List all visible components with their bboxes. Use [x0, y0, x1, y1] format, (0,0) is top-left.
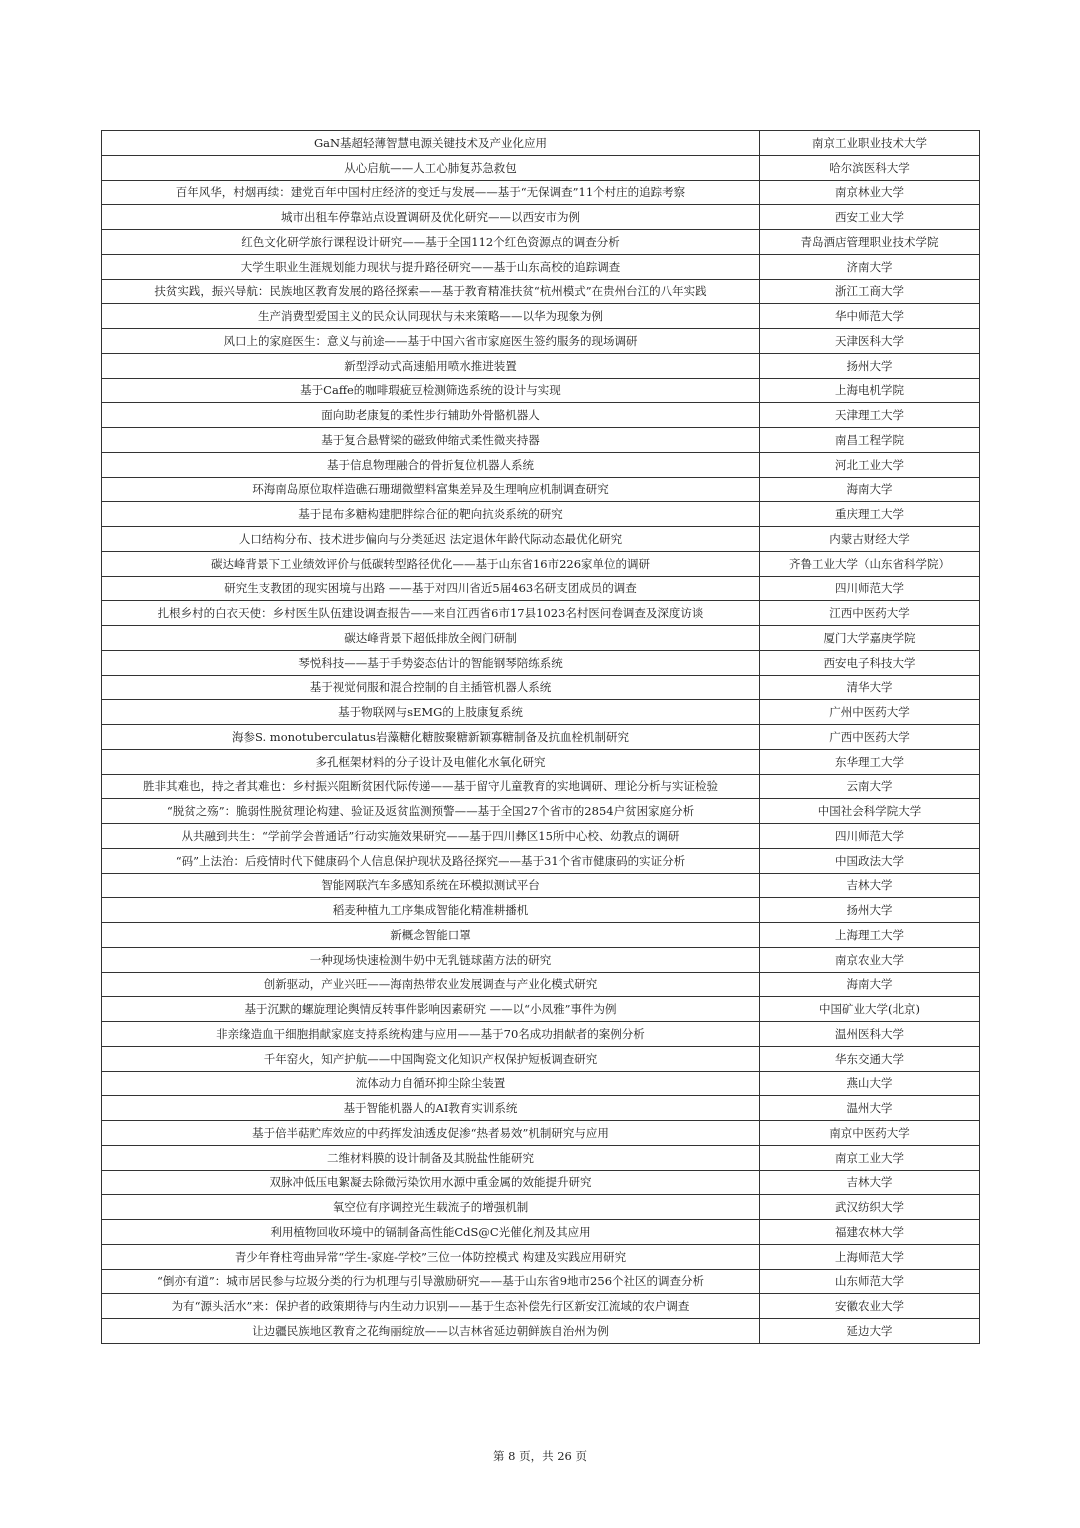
school-name-cell: 内蒙古财经大学: [760, 527, 980, 552]
school-name-cell: 海南大学: [760, 477, 980, 502]
project-title-cell: 人口结构分布、技术进步偏向与分类延迟 法定退休年龄代际动态最优化研究: [102, 527, 760, 552]
table-row: [102, 1170, 980, 1195]
school-name-cell: 西安工业大学: [760, 205, 980, 230]
project-title-cell: 碳达峰背景下工业绩效评价与低碳转型路径优化——基于山东省16市226家单位的调研: [102, 551, 760, 576]
school-name-cell: 中国社会科学院大学: [760, 799, 980, 824]
table-row: [102, 601, 980, 626]
school-name-cell: 吉林大学: [760, 873, 980, 898]
project-title-cell: 流体动力自循环抑尘除尘装置: [102, 1071, 760, 1096]
project-title-cell: 让边疆民族地区教育之花绚丽绽放——以吉林省延边朝鲜族自治州为例: [102, 1319, 760, 1344]
school-name-cell: 重庆理工大学: [760, 502, 980, 527]
project-title-cell: 从心启航——人工心肺复苏急救包: [102, 155, 760, 180]
project-title-cell: 非亲缘造血干细胞捐献家庭支持系统构建与应用——基于70名成功捐献者的案例分析: [102, 1022, 760, 1047]
school-name-cell: 南京林业大学: [760, 180, 980, 205]
project-title-cell: 从共融到共生：“学前学会普通话”行动实施效果研究——基于四川彝区15所中心校、幼教点的调研: [102, 824, 760, 849]
school-name-cell: 南京工业职业技术大学: [760, 131, 980, 156]
project-title-cell: “码”上法治：后疫情时代下健康码个人信息保护现状及路径探究——基于31个省市健康码的实证分析: [102, 848, 760, 873]
table-row: [102, 1096, 980, 1121]
project-title-cell: 基于昆布多糖构建肥胖综合征的靶向抗炎系统的研究: [102, 502, 760, 527]
table-row: [102, 700, 980, 725]
school-name-cell: 南京工业大学: [760, 1145, 980, 1170]
table-row: [102, 749, 980, 774]
project-title-cell: 创新驱动，产业兴旺——海南热带农业发展调查与产业化模式研究: [102, 972, 760, 997]
table-row: [102, 279, 980, 304]
table-row: [102, 502, 980, 527]
project-title-cell: 海参S. monotuberculatus岩藻糖化糖胺聚糖新颖寡糖制备及抗血栓机制研究: [102, 725, 760, 750]
project-title-cell: 多孔框架材料的分子设计及电催化水氧化研究: [102, 749, 760, 774]
table-row: [102, 626, 980, 651]
project-title-cell: 生产消费型爱国主义的民众认同现状与未来策略——以华为现象为例: [102, 304, 760, 329]
project-title-cell: 氧空位有序调控光生载流子的增强机制: [102, 1195, 760, 1220]
project-title-cell: 碳达峰背景下超低排放全阀门研制: [102, 626, 760, 651]
table-row: [102, 1220, 980, 1245]
school-name-cell: 中国矿业大学(北京): [760, 997, 980, 1022]
project-title-cell: 面向助老康复的柔性步行辅助外骨骼机器人: [102, 403, 760, 428]
project-title-cell: 为有“源头活水”来：保护者的政策期待与内生动力识别——基于生态补偿先行区新安江流域的农户调查: [102, 1294, 760, 1319]
table-row: [102, 1071, 980, 1096]
table-row: [102, 353, 980, 378]
project-title-cell: 一种现场快速检测牛奶中无乳链球菌方法的研究: [102, 947, 760, 972]
project-title-cell: 研究生支教团的现实困境与出路 ——基于对四川省近5届463名研支团成员的调查: [102, 576, 760, 601]
school-name-cell: 齐鲁工业大学（山东省科学院）: [760, 551, 980, 576]
table-row: [102, 155, 980, 180]
school-name-cell: 厦门大学嘉庚学院: [760, 626, 980, 651]
table-row: [102, 576, 980, 601]
school-name-cell: 浙江工商大学: [760, 279, 980, 304]
school-name-cell: 四川师范大学: [760, 824, 980, 849]
project-title-cell: 基于复合悬臂梁的磁致伸缩式柔性微夹持器: [102, 428, 760, 453]
school-name-cell: 武汉纺织大学: [760, 1195, 980, 1220]
project-title-cell: 红色文化研学旅行课程设计研究——基于全国112个红色资源点的调查分析: [102, 230, 760, 255]
school-name-cell: 清华大学: [760, 675, 980, 700]
project-title-cell: “脱贫之殇”：脆弱性脱贫理论构建、验证及返贫监测预警——基于全国27个省市的2854户贫困家庭分析: [102, 799, 760, 824]
school-name-cell: 河北工业大学: [760, 452, 980, 477]
table-row: [102, 1195, 980, 1220]
table-row: [102, 1145, 980, 1170]
project-title-cell: 基于信息物理融合的骨折复位机器人系统: [102, 452, 760, 477]
table-row: [102, 923, 980, 948]
project-table: [101, 130, 980, 1344]
school-name-cell: 东华理工大学: [760, 749, 980, 774]
project-title-cell: GaN基超轻薄智慧电源关键技术及产业化应用: [102, 131, 760, 156]
school-name-cell: 上海师范大学: [760, 1244, 980, 1269]
school-name-cell: 广西中医药大学: [760, 725, 980, 750]
school-name-cell: 扬州大学: [760, 353, 980, 378]
table-row: [102, 675, 980, 700]
table-row: [102, 1244, 980, 1269]
project-title-cell: 风口上的家庭医生：意义与前途——基于中国六省市家庭医生签约服务的现场调研: [102, 329, 760, 354]
project-title-cell: 扎根乡村的白衣天使：乡村医生队伍建设调查报告——来自江西省6市17县1023名村医问卷调查及深度访谈: [102, 601, 760, 626]
project-title-cell: 扶贫实践，振兴导航：民族地区教育发展的路径探索——基于教育精准扶贫“杭州模式”在贵州台江的八年实践: [102, 279, 760, 304]
project-table-body: [102, 131, 980, 1344]
project-title-cell: 双脉冲低压电絮凝去除微污染饮用水源中重金属的效能提升研究: [102, 1170, 760, 1195]
school-name-cell: 西安电子科技大学: [760, 650, 980, 675]
school-name-cell: 福建农林大学: [760, 1220, 980, 1245]
school-name-cell: 燕山大学: [760, 1071, 980, 1096]
project-title-cell: 基于智能机器人的AI教育实训系统: [102, 1096, 760, 1121]
project-title-cell: 稻麦种植九工序集成智能化精准耕播机: [102, 898, 760, 923]
project-title-cell: 新概念智能口罩: [102, 923, 760, 948]
table-row: [102, 997, 980, 1022]
table-row: [102, 403, 980, 428]
project-title-cell: 基于物联网与sEMG的上肢康复系统: [102, 700, 760, 725]
table-row: [102, 947, 980, 972]
project-title-cell: 基于Caffe的咖啡瑕疵豆检测筛选系统的设计与实现: [102, 378, 760, 403]
table-row: [102, 774, 980, 799]
school-name-cell: 扬州大学: [760, 898, 980, 923]
table-row: [102, 180, 980, 205]
table-row: [102, 254, 980, 279]
table-row: [102, 725, 980, 750]
school-name-cell: 天津理工大学: [760, 403, 980, 428]
school-name-cell: 四川师范大学: [760, 576, 980, 601]
table-row: [102, 650, 980, 675]
school-name-cell: 哈尔滨医科大学: [760, 155, 980, 180]
table-row: [102, 378, 980, 403]
table-row: [102, 1022, 980, 1047]
school-name-cell: 中国政法大学: [760, 848, 980, 873]
table-row: [102, 329, 980, 354]
table-row: [102, 131, 980, 156]
project-title-cell: 百年风华，村烟再续：建党百年中国村庄经济的变迁与发展——基于“无保调查”11个村庄的追踪考察: [102, 180, 760, 205]
school-name-cell: 华东交通大学: [760, 1046, 980, 1071]
table-row: [102, 1046, 980, 1071]
project-title-cell: 青少年脊柱弯曲异常“学生-家庭-学校”三位一体防控模式 构建及实践应用研究: [102, 1244, 760, 1269]
school-name-cell: 吉林大学: [760, 1170, 980, 1195]
school-name-cell: 延边大学: [760, 1319, 980, 1344]
project-title-cell: 新型浮动式高速船用喷水推进装置: [102, 353, 760, 378]
table-row: [102, 848, 980, 873]
table-row: [102, 1269, 980, 1294]
school-name-cell: 云南大学: [760, 774, 980, 799]
table-row: [102, 824, 980, 849]
project-title-cell: 利用植物回收环境中的镉制备高性能CdS@C光催化剂及其应用: [102, 1220, 760, 1245]
table-row: [102, 452, 980, 477]
table-row: [102, 428, 980, 453]
school-name-cell: 上海理工大学: [760, 923, 980, 948]
project-title-cell: 城市出租车停靠站点设置调研及优化研究——以西安市为例: [102, 205, 760, 230]
table-row: [102, 873, 980, 898]
school-name-cell: 天津医科大学: [760, 329, 980, 354]
project-title-cell: “倒亦有道”：城市居民参与垃圾分类的行为机理与引导激励研究——基于山东省9地市256个社区的调查分析: [102, 1269, 760, 1294]
table-row: [102, 551, 980, 576]
school-name-cell: 温州大学: [760, 1096, 980, 1121]
school-name-cell: 安徽农业大学: [760, 1294, 980, 1319]
project-title-cell: 胜非其难也，持之者其难也：乡村振兴阻断贫困代际传递——基于留守儿童教育的实地调研、理论分析与实证检验: [102, 774, 760, 799]
school-name-cell: 济南大学: [760, 254, 980, 279]
project-title-cell: 环海南岛原位取样造礁石珊瑚微塑料富集差异及生理响应机制调查研究: [102, 477, 760, 502]
table-row: [102, 205, 980, 230]
project-title-cell: 基于视觉伺服和混合控制的自主插管机器人系统: [102, 675, 760, 700]
table-row: [102, 230, 980, 255]
school-name-cell: 上海电机学院: [760, 378, 980, 403]
school-name-cell: 南京中医药大学: [760, 1121, 980, 1146]
table-row: [102, 1121, 980, 1146]
project-title-cell: 智能网联汽车多感知系统在环模拟测试平台: [102, 873, 760, 898]
table-row: [102, 304, 980, 329]
table-row: [102, 972, 980, 997]
project-title-cell: 大学生职业生涯规划能力现状与提升路径研究——基于山东高校的追踪调查: [102, 254, 760, 279]
table-row: [102, 1319, 980, 1344]
school-name-cell: 温州医科大学: [760, 1022, 980, 1047]
school-name-cell: 江西中医药大学: [760, 601, 980, 626]
table-row: [102, 527, 980, 552]
table-row: [102, 799, 980, 824]
school-name-cell: 华中师范大学: [760, 304, 980, 329]
school-name-cell: 南昌工程学院: [760, 428, 980, 453]
table-row: [102, 898, 980, 923]
school-name-cell: 青岛酒店管理职业技术学院: [760, 230, 980, 255]
table-row: [102, 477, 980, 502]
project-title-cell: 基于倍半萜贮库效应的中药挥发油透皮促渗“热者易效”机制研究与应用: [102, 1121, 760, 1146]
school-name-cell: 广州中医药大学: [760, 700, 980, 725]
school-name-cell: 南京农业大学: [760, 947, 980, 972]
school-name-cell: 海南大学: [760, 972, 980, 997]
project-title-cell: 琴悦科技——基于手势姿态估计的智能钢琴陪练系统: [102, 650, 760, 675]
project-title-cell: 千年窑火，知产护航——中国陶瓷文化知识产权保护短板调查研究: [102, 1046, 760, 1071]
page-number: 第 8 页，共 26 页: [492, 1449, 588, 1463]
school-name-cell: 山东师范大学: [760, 1269, 980, 1294]
project-title-cell: 二维材料膜的设计制备及其脱盐性能研究: [102, 1145, 760, 1170]
table-row: [102, 1294, 980, 1319]
project-title-cell: 基于沉默的螺旋理论舆情反转事件影响因素研究 ——以“小凤雅”事件为例: [102, 997, 760, 1022]
